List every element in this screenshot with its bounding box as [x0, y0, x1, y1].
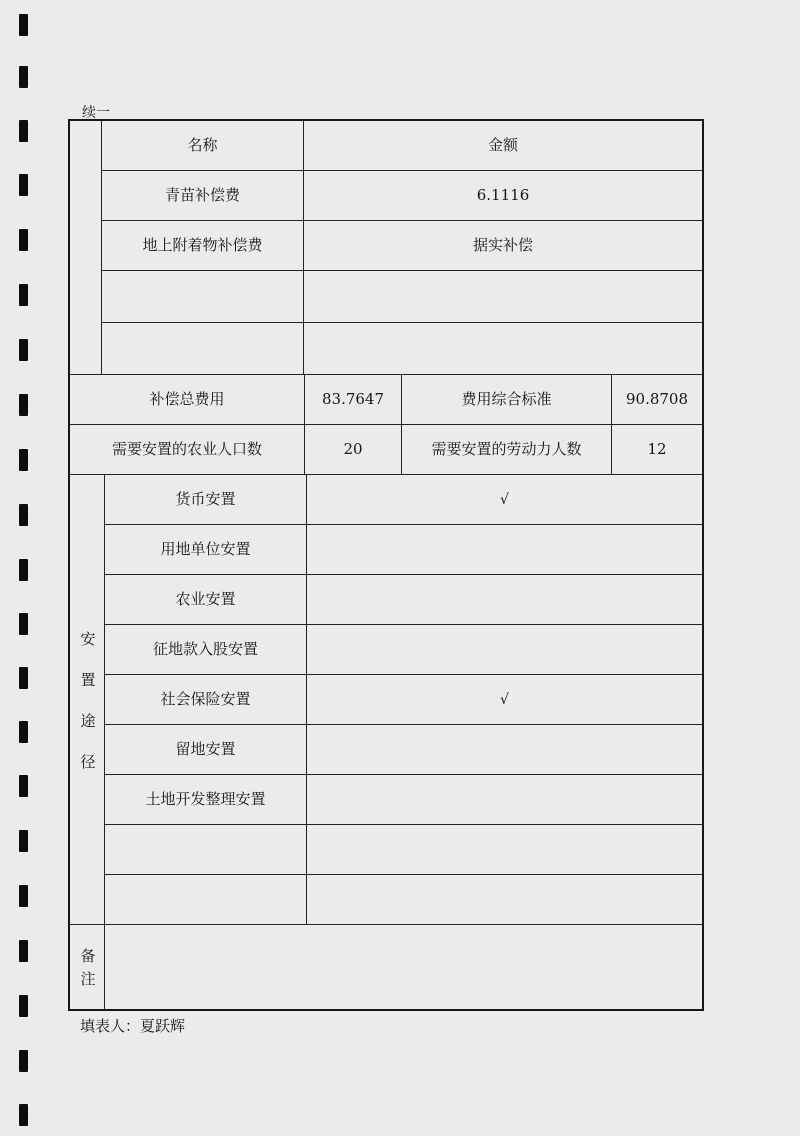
- item-amount: 据实补偿: [472, 236, 533, 254]
- binding-mark: [19, 995, 28, 1017]
- method-mark-cell-empty: [307, 825, 702, 875]
- binding-mark: [19, 830, 28, 852]
- binding-mark: [19, 885, 28, 907]
- method-label: 用地单位安置: [160, 540, 251, 558]
- agri-population-label: 需要安置的农业人口数: [111, 440, 262, 458]
- method-label-cell-empty: [105, 825, 307, 875]
- binding-mark: [19, 504, 28, 526]
- standard-value: 90.8708: [625, 390, 689, 408]
- agri-population-value-cell: [305, 425, 402, 475]
- land-compensation-form: [68, 119, 704, 1011]
- method-mark-cell: [307, 525, 702, 575]
- binding-mark: [19, 229, 28, 251]
- method-label: 农业安置: [175, 590, 236, 608]
- binding-mark: [19, 1050, 28, 1072]
- method-mark-cell: [307, 675, 702, 725]
- binding-mark: [19, 667, 28, 689]
- method-mark-cell: [307, 725, 702, 775]
- resettlement-section-label: 安置途径: [78, 630, 97, 795]
- standard-label: 费用综合标准: [461, 390, 552, 408]
- compensation-items-section: [70, 121, 702, 375]
- method-label-cell: [105, 725, 307, 775]
- labor-count-value: 12: [647, 440, 667, 458]
- method-label-cell: [105, 575, 307, 625]
- labor-count-value-cell: [612, 425, 702, 475]
- header-amount-cell: [304, 121, 702, 171]
- item-name-cell-empty: [102, 271, 304, 323]
- method-label-cell: [105, 675, 307, 725]
- item-amount-cell-empty: [304, 271, 702, 323]
- binding-mark: [19, 559, 28, 581]
- item-name-cell: [102, 171, 304, 221]
- standard-label-cell: [402, 375, 612, 425]
- binding-mark: [19, 721, 28, 743]
- item-name: 青苗补偿费: [164, 186, 240, 204]
- method-label-cell-empty: [105, 875, 307, 925]
- resettlement-side-cell: [70, 475, 105, 925]
- header-name-cell: [102, 121, 304, 171]
- remarks-value-cell: [105, 925, 702, 1009]
- method-mark-cell: [307, 775, 702, 825]
- filled-by: 填表人：夏跃辉: [80, 1017, 186, 1035]
- method-mark-cell-empty: [307, 875, 702, 925]
- total-label: 补偿总费用: [149, 390, 225, 408]
- standard-value-cell: [612, 375, 702, 425]
- binding-mark: [19, 394, 28, 416]
- item-name-cell: [102, 221, 304, 271]
- checkmark: √: [500, 691, 509, 708]
- remarks-label: 备注: [78, 948, 97, 994]
- binding-mark: [19, 284, 28, 306]
- labor-count-label-cell: [402, 425, 612, 475]
- method-label: 社会保险安置: [160, 690, 251, 708]
- totals-section: [70, 375, 702, 475]
- method-label: 留地安置: [175, 740, 236, 758]
- binding-mark: [19, 1104, 28, 1126]
- method-label-cell: [105, 775, 307, 825]
- header-name: 名称: [187, 136, 218, 154]
- binding-mark: [19, 174, 28, 196]
- item-name-cell-empty: [102, 323, 304, 375]
- binding-mark: [19, 66, 28, 88]
- remarks-section: [70, 925, 702, 1009]
- binding-mark: [19, 449, 28, 471]
- binding-mark: [19, 120, 28, 142]
- item-amount: 6.1116: [476, 186, 530, 204]
- binding-mark: [19, 940, 28, 962]
- continuation-label: 续一: [82, 105, 110, 121]
- method-label: 货币安置: [175, 490, 236, 508]
- method-label: 征地款入股安置: [152, 640, 258, 658]
- agri-population-value: 20: [343, 440, 363, 458]
- method-mark-cell: [307, 625, 702, 675]
- labor-count-label: 需要安置的劳动力人数: [431, 440, 582, 458]
- item-amount-cell: [304, 221, 702, 271]
- item-amount-cell: [304, 171, 702, 221]
- resettlement-section: [70, 475, 702, 925]
- remarks-label-cell: [70, 925, 105, 1009]
- binding-mark: [19, 339, 28, 361]
- method-mark-cell: [307, 575, 702, 625]
- binding-mark: [19, 775, 28, 797]
- method-label-cell: [105, 625, 307, 675]
- item-amount-cell-empty: [304, 323, 702, 375]
- item-name: 地上附着物补偿费: [142, 236, 263, 254]
- header-amount: 金额: [487, 136, 518, 154]
- method-label-cell: [105, 525, 307, 575]
- binding-mark: [19, 14, 28, 36]
- side-column-blank: [70, 121, 102, 375]
- method-mark-cell: [307, 475, 702, 525]
- checkmark: √: [500, 491, 509, 508]
- method-label: 土地开发整理安置: [145, 790, 266, 808]
- agri-population-label-cell: [70, 425, 305, 475]
- total-value: 83.7647: [321, 390, 385, 408]
- total-value-cell: [305, 375, 402, 425]
- total-label-cell: [70, 375, 305, 425]
- binding-mark: [19, 613, 28, 635]
- method-label-cell: [105, 475, 307, 525]
